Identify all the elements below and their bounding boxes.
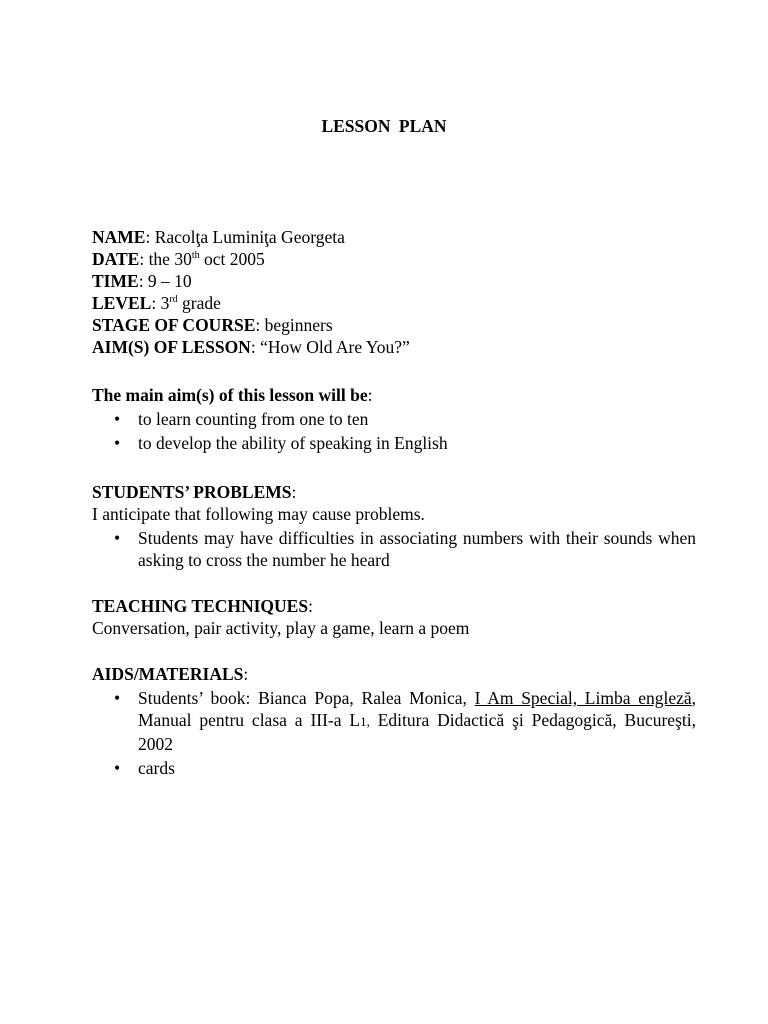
time-row [92, 270, 696, 292]
main-aims-section [92, 384, 696, 456]
bullet-icon: • [114, 758, 121, 778]
stage-label: STAGE OF COURSE [92, 315, 256, 335]
date-value-suffix: oct 2005 [199, 249, 265, 269]
level-row [92, 292, 696, 314]
level-value-prefix: : 3 [151, 293, 170, 313]
name-label: NAME [92, 227, 146, 247]
aim-row [92, 336, 696, 358]
material-1-mid: , Manual pentru clasa a III-a L [138, 688, 697, 730]
techniques-heading-text: TEACHING TECHNIQUES [92, 596, 309, 616]
materials-heading-text: AIDS/MATERIALS [92, 664, 244, 684]
material-1-prefix: Students’ book: Bianca Popa, Ralea Monica, [138, 688, 475, 708]
bullet-icon: • [114, 433, 121, 453]
aim-label: AIM(S) OF LESSON [92, 337, 251, 357]
bullet-icon: • [114, 688, 121, 708]
bullet-icon: • [114, 528, 121, 548]
list-item [92, 408, 696, 432]
main-aims-heading-text: The main aim(s) of this lesson will be [92, 385, 368, 405]
main-aims-heading-colon: : [367, 385, 373, 405]
bullet-icon: • [114, 409, 121, 429]
date-row [92, 248, 696, 270]
list-item [92, 757, 696, 779]
lesson-info [92, 226, 696, 358]
stage-row [92, 314, 696, 336]
materials-heading-colon: : [243, 664, 249, 684]
problem-1: Students may have difficulties in associating numbers with their sounds when asking to cross the number he heard [138, 528, 696, 570]
page-title: LESSON PLAN [321, 116, 447, 136]
problems-list [92, 527, 696, 571]
name-value: : Racolţa Luminiţa Georgeta [145, 227, 345, 247]
level-value-suffix: grade [177, 293, 221, 313]
time-value: : 9 – 10 [138, 271, 192, 291]
list-item [92, 432, 696, 456]
material-1-small: 1, [360, 714, 370, 729]
materials-list [92, 687, 696, 779]
stage-value: : beginners [255, 315, 333, 335]
techniques-text: Conversation, pair activity, play a game, learn a poem [92, 618, 470, 638]
level-label: LEVEL [92, 293, 152, 313]
techniques-heading [92, 595, 696, 617]
techniques-section [92, 595, 696, 639]
main-aim-1: to learn counting from one to ten [138, 409, 369, 429]
problems-heading-text: STUDENTS’ PROBLEMS [92, 482, 292, 502]
materials-section [92, 663, 696, 779]
problems-heading [92, 481, 696, 503]
materials-heading [92, 663, 696, 685]
material-1-book-title: I Am Special, Limba engleză [474, 688, 692, 708]
date-superscript: th [191, 250, 200, 261]
aim-value: : “How Old Are You?” [250, 337, 410, 357]
name-row [92, 226, 696, 248]
problems-section [92, 481, 696, 571]
main-aim-2: to develop the ability of speaking in English [138, 433, 448, 453]
main-aims-heading [92, 384, 696, 406]
list-item [92, 687, 696, 755]
material-1-suffix: Editura Didactică şi Pedagogică, Bucureşti, 2002 [138, 710, 696, 754]
time-label: TIME [92, 271, 139, 291]
problems-intro: I anticipate that following may cause problems. [92, 504, 425, 524]
list-item [92, 527, 696, 571]
problems-heading-colon: : [291, 482, 297, 502]
level-superscript: rd [169, 294, 178, 305]
main-aims-list [92, 408, 696, 456]
date-value-prefix: : the 30 [139, 249, 192, 269]
date-label: DATE [92, 249, 140, 269]
material-2: cards [138, 758, 175, 778]
techniques-heading-colon: : [308, 596, 313, 616]
